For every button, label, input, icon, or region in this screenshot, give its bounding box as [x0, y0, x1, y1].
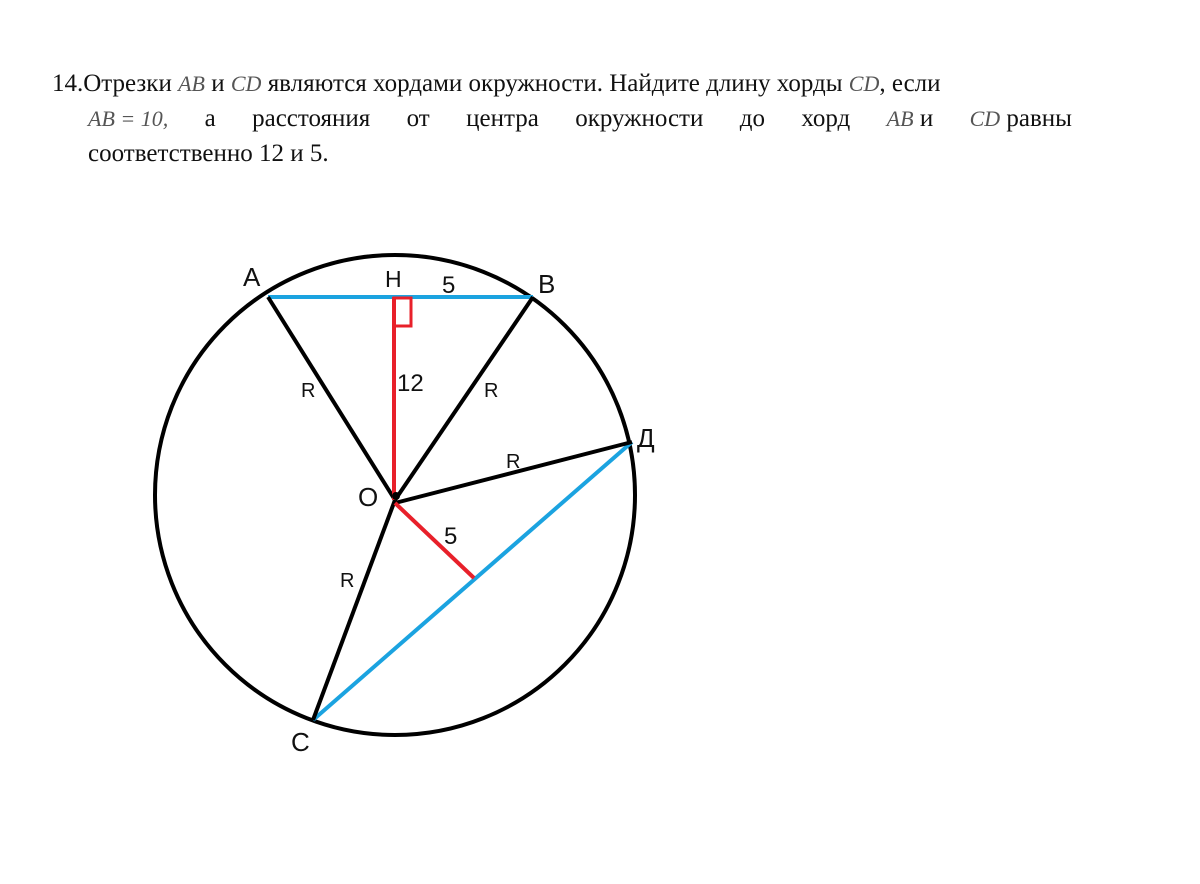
math-ab: AB — [886, 106, 914, 131]
radius-oa — [268, 297, 395, 500]
label-radius-od: R — [506, 451, 521, 473]
word: и — [919, 105, 934, 132]
text-fragment: Отрезки — [83, 70, 179, 97]
label-o: О — [358, 482, 379, 512]
text-fragment: являются хордами окружности. Найдите длину хорды — [261, 70, 849, 97]
center-dot — [392, 492, 400, 500]
label-radius-ob: R — [484, 380, 499, 402]
problem-line-3: соответственно 12 и 5. — [88, 140, 329, 167]
label-h: Н — [385, 266, 402, 292]
text-fragment: и — [204, 70, 231, 97]
word: окружности — [575, 105, 704, 132]
label-dist-ab: 12 — [397, 370, 424, 397]
label-b: В — [538, 269, 556, 299]
math-cd: CD — [230, 71, 262, 96]
math-ab: AB — [178, 71, 205, 96]
word: расстояния — [252, 105, 371, 132]
label-c: С — [291, 727, 310, 757]
word: до — [739, 105, 765, 132]
math-cd: CD — [969, 106, 1001, 131]
word: равны — [1006, 105, 1072, 132]
label-half-ab: 5 — [442, 272, 456, 299]
word: от — [406, 105, 430, 132]
text-fragment: , если — [879, 70, 941, 97]
word: хорд — [801, 105, 851, 132]
word: а — [204, 105, 216, 132]
label-dist-cd: 5 — [444, 523, 458, 550]
label-radius-oa: R — [301, 380, 316, 402]
math-cd: CD — [848, 71, 880, 96]
problem-number: 14. — [52, 70, 84, 97]
label-a: А — [243, 262, 261, 292]
label-d: Д — [637, 423, 655, 453]
radius-oc — [313, 500, 395, 720]
right-angle-marker — [394, 298, 411, 326]
word: центра — [466, 105, 539, 132]
math-ab-equals: AB = 10, — [88, 106, 169, 131]
distance-o-cd — [395, 503, 474, 578]
label-radius-oc: R — [340, 570, 355, 592]
